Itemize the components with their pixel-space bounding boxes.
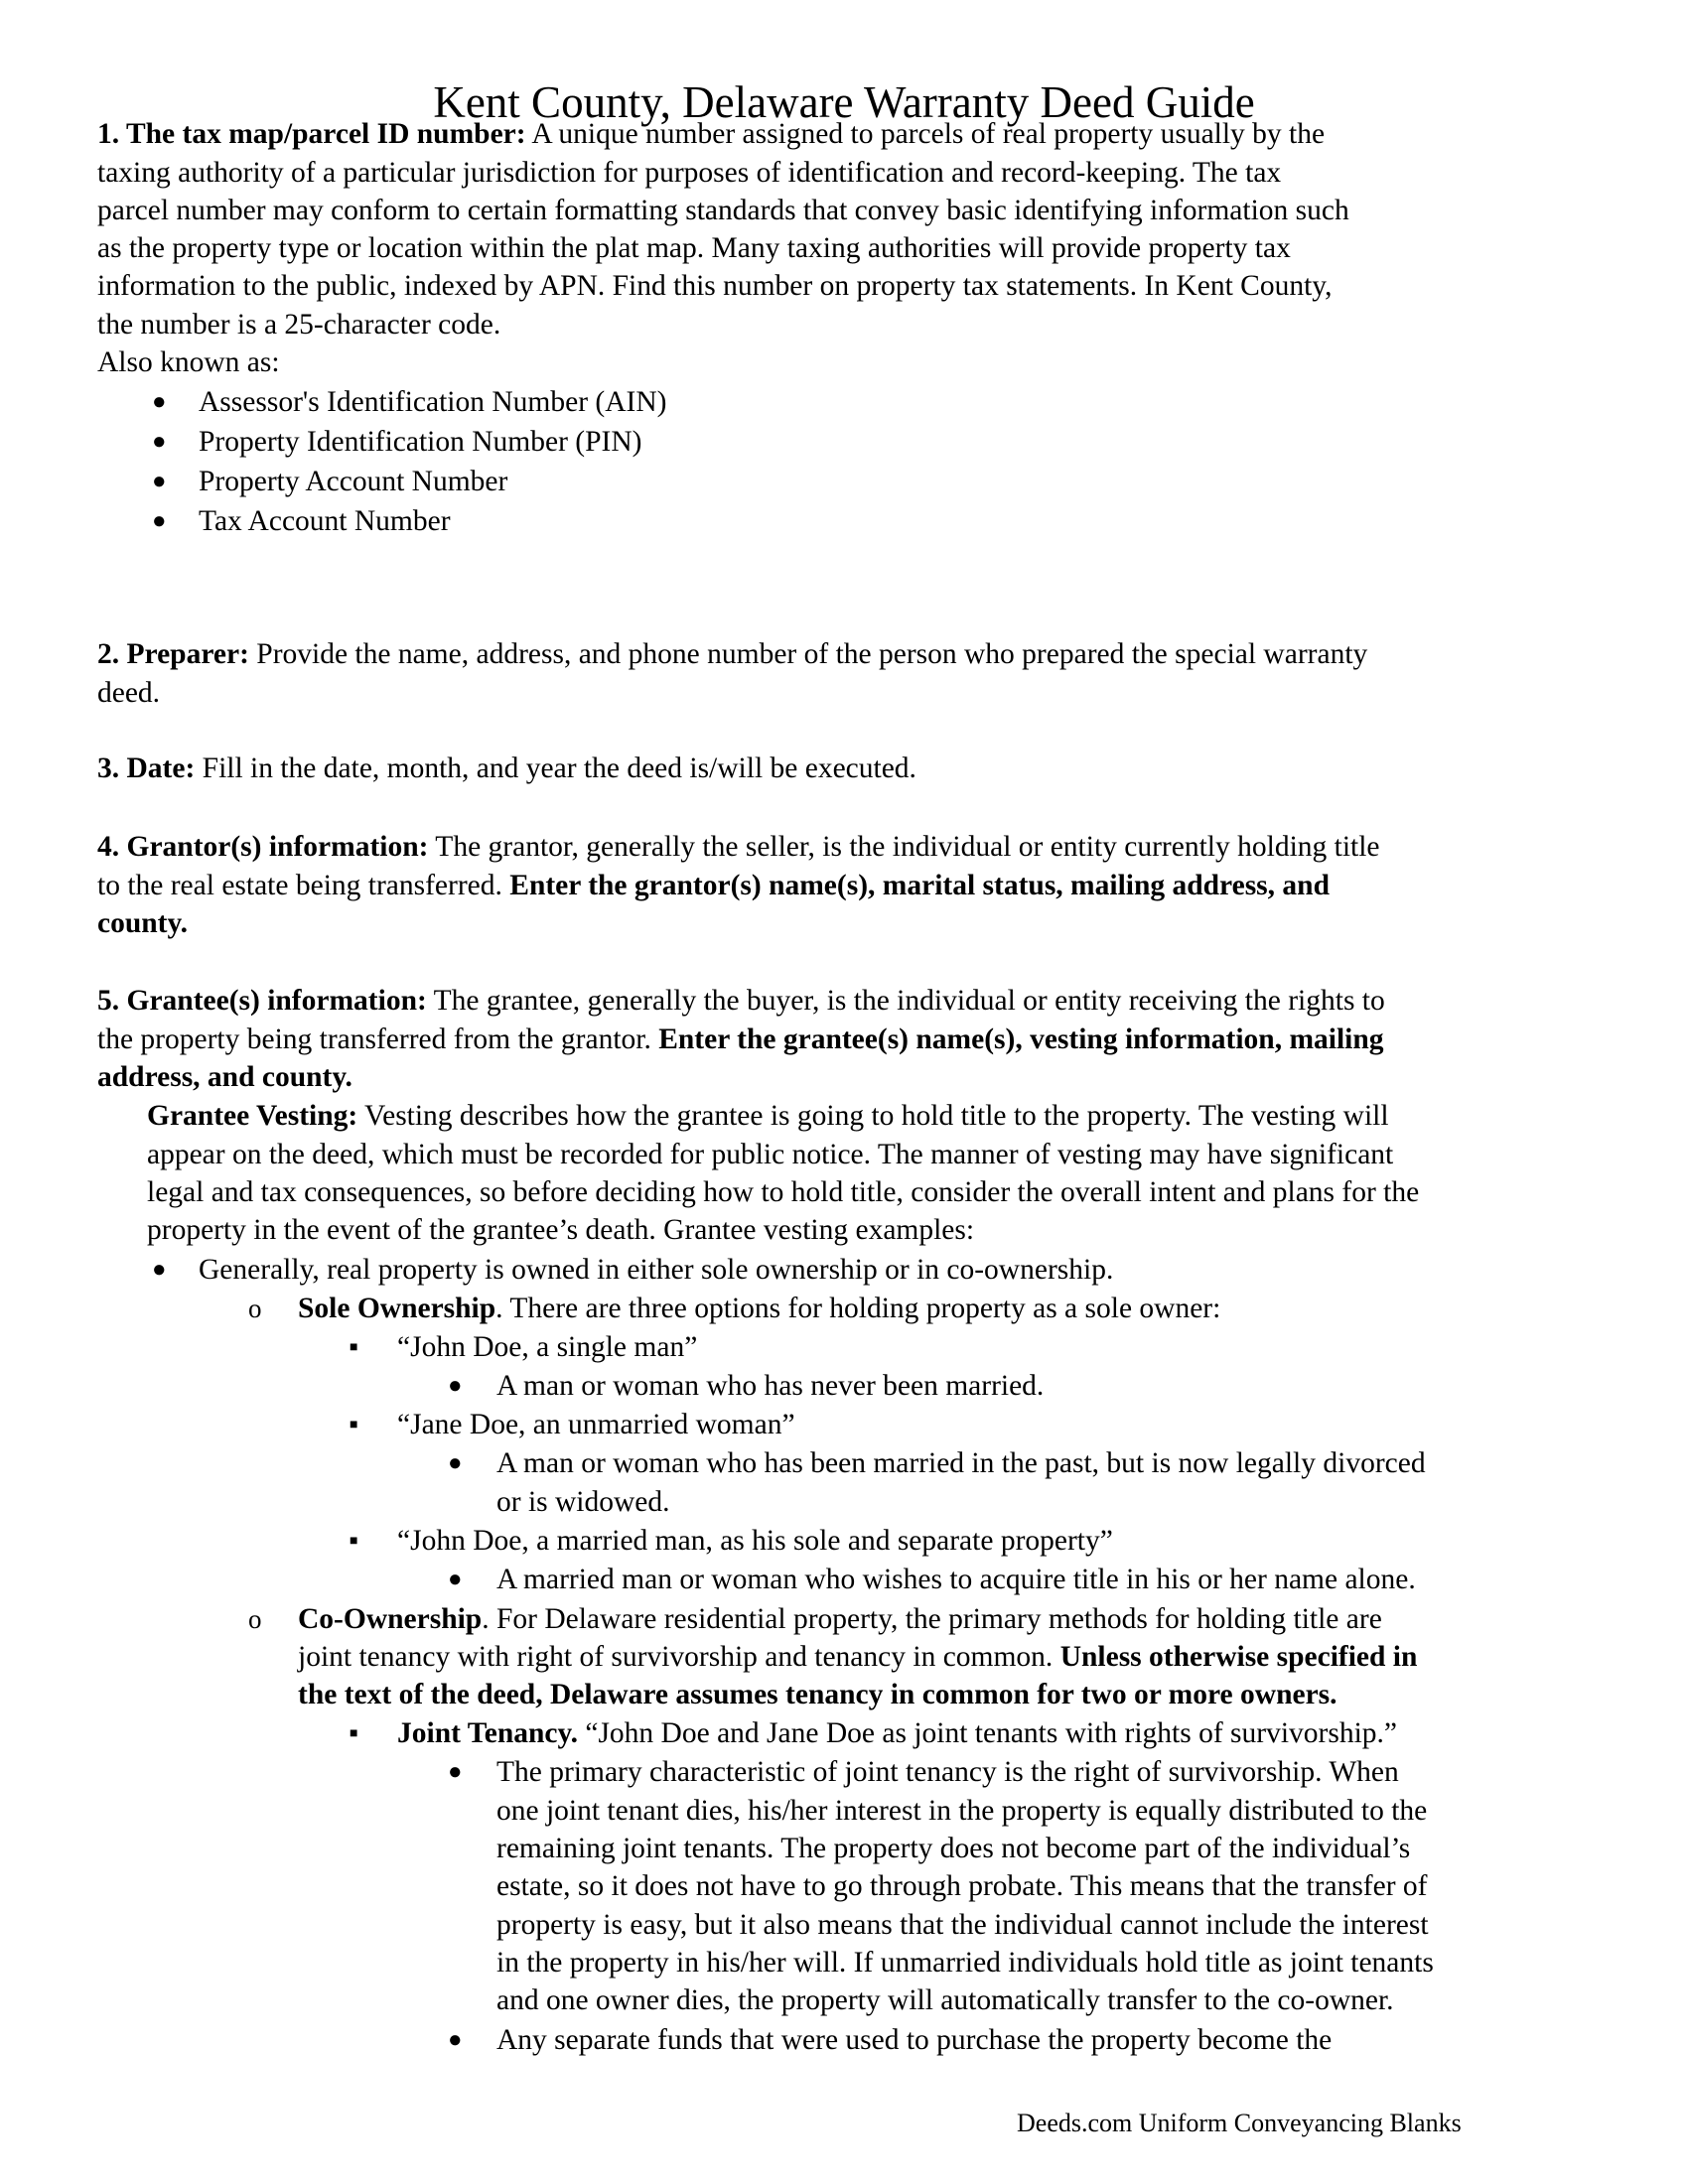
section-2-heading: 2. Preparer:: [97, 638, 249, 670]
bullet-icon: ●: [152, 1257, 167, 1283]
page-title: Kent County, Delaware Warranty Deed Guide: [433, 77, 1255, 127]
joint-tenancy-desc-7: and one owner dies, the property will automatically transfer to the co-owner.: [496, 1984, 1394, 2016]
joint-tenancy-funds: Any separate funds that were used to purchase the property become the: [496, 2024, 1333, 2056]
section-2-line-1: 2. Preparer: Provide the name, address, and phone number of the person who prepared the special warranty: [97, 638, 1368, 670]
section-1-line-6: the number is a 25-character code.: [97, 309, 501, 341]
co-ownership-heading: Co-Ownership: [298, 1603, 483, 1635]
also-known-as: Also known as:: [97, 346, 280, 378]
bullet-icon: ●: [152, 469, 167, 494]
list-item: “John Doe, a married man, as his sole and separate property”: [397, 1525, 1113, 1557]
page-footer: Deeds.com Uniform Conveyancing Blanks: [1017, 2109, 1462, 2137]
section-1-line-4: as the property type or location within the plat map. Many taxing authorities will provide property tax: [97, 232, 1291, 264]
section-4-heading: 4. Grantor(s) information:: [97, 831, 429, 863]
list-item: Generally, real property is owned in either sole ownership or in co-ownership.: [199, 1254, 1114, 1286]
section-5-heading: 5. Grantee(s) information:: [97, 985, 427, 1017]
bullet-icon: ●: [448, 2027, 463, 2053]
joint-tenancy-desc-4: estate, so it does not have to go through probate. This means that the transfer of: [496, 1870, 1428, 1902]
vesting-line-3: legal and tax consequences, so before deciding how to hold title, consider the overall intent and plans for the: [147, 1176, 1420, 1208]
list-item: Assessor's Identification Number (AIN): [199, 386, 667, 418]
co-ownership-line-1: Co-Ownership. For Delaware residential property, the primary methods for holding title are: [298, 1603, 1382, 1635]
bullet-icon: ●: [448, 1450, 463, 1476]
square-bullet-icon: ■: [350, 1340, 358, 1355]
section-5-line-2: the property being transferred from the grantor. Enter the grantee(s) name(s), vesting information, mailing: [97, 1024, 1384, 1055]
sole-ownership-heading: Sole Ownership: [298, 1293, 496, 1324]
list-item: A married man or woman who wishes to acquire title in his or her name alone.: [496, 1564, 1416, 1595]
section-2-line-2: deed.: [97, 677, 161, 709]
joint-tenancy-desc-6: in the property in his/her will. If unmarried individuals hold title as joint tenants: [496, 1947, 1434, 1979]
section-3-heading: 3. Date:: [97, 752, 196, 784]
list-item: “John Doe, a single man”: [397, 1331, 698, 1363]
list-item: Property Identification Number (PIN): [199, 426, 642, 458]
joint-tenancy-desc-3: remaining joint tenants. The property does not become part of the individual’s: [496, 1833, 1411, 1864]
bullet-icon: ●: [448, 1373, 463, 1399]
list-item: Tax Account Number: [199, 505, 451, 537]
joint-tenancy-line: Joint Tenancy. “John Doe and Jane Doe as joint tenants with rights of survivorship.”: [397, 1717, 1398, 1749]
section-1-line-3: parcel number may conform to certain formatting standards that convey basic identifying information such: [97, 195, 1349, 226]
list-item: A man or woman who has never been married.: [496, 1370, 1045, 1402]
list-item-continued: or is widowed.: [496, 1486, 670, 1518]
section-3-line-1: 3. Date: Fill in the date, month, and year the deed is/will be executed.: [97, 752, 916, 784]
section-1-line-5: information to the public, indexed by APN. Find this number on property tax statements. In Kent County,: [97, 270, 1333, 302]
sole-ownership-line: Sole Ownership. There are three options for holding property as a sole owner:: [298, 1293, 1221, 1324]
bullet-icon: ●: [152, 508, 167, 534]
bullet-icon: ●: [152, 389, 167, 415]
circle-bullet-icon: o: [248, 1604, 262, 1634]
bullet-icon: ●: [152, 429, 167, 455]
joint-tenancy-desc-5: property is easy, but it also means that the individual cannot include the interest: [496, 1909, 1429, 1941]
section-4-line-3: county.: [97, 907, 188, 939]
bullet-icon: ●: [448, 1567, 463, 1592]
list-item: Property Account Number: [199, 466, 508, 497]
vesting-line-4: property in the event of the grantee’s death. Grantee vesting examples:: [147, 1214, 975, 1246]
section-1-line-1: 1. The tax map/parcel ID number: A unique number assigned to parcels of real property usually by the: [97, 118, 1326, 150]
co-ownership-line-3: the text of the deed, Delaware assumes tenancy in common for two or more owners.: [298, 1679, 1337, 1710]
co-ownership-line-2: joint tenancy with right of survivorship and tenancy in common. Unless otherwise specified in: [298, 1641, 1418, 1673]
square-bullet-icon: ■: [350, 1726, 358, 1741]
joint-tenancy-desc-2: one joint tenant dies, his/her interest in the property is equally distributed to the: [496, 1795, 1428, 1827]
vesting-line-2: appear on the deed, which must be recorded for public notice. The manner of vesting may have significant: [147, 1139, 1394, 1170]
section-5-line-3: address, and county.: [97, 1061, 352, 1093]
square-bullet-icon: ■: [350, 1534, 358, 1549]
joint-tenancy-desc-1: The primary characteristic of joint tenancy is the right of survivorship. When: [496, 1756, 1399, 1788]
section-1-line-2: taxing authority of a particular jurisdiction for purposes of identification and record-keeping. The tax: [97, 157, 1282, 189]
list-item: A man or woman who has been married in the past, but is now legally divorced: [496, 1447, 1426, 1479]
section-1-heading: 1. The tax map/parcel ID number:: [97, 118, 526, 150]
section-5-line-1: 5. Grantee(s) information: The grantee, generally the buyer, is the individual or entity receiving the rights to: [97, 985, 1385, 1017]
section-4-line-1: 4. Grantor(s) information: The grantor, generally the seller, is the individual or entity currently holding title: [97, 831, 1380, 863]
section-4-line-2: to the real estate being transferred. Enter the grantor(s) name(s), marital status, mailing address, and: [97, 870, 1330, 901]
bullet-icon: ●: [448, 1759, 463, 1785]
joint-tenancy-heading: Joint Tenancy.: [397, 1717, 578, 1749]
vesting-heading: Grantee Vesting:: [147, 1100, 358, 1132]
circle-bullet-icon: o: [248, 1294, 262, 1323]
list-item: “Jane Doe, an unmarried woman”: [397, 1409, 795, 1440]
square-bullet-icon: ■: [350, 1418, 358, 1433]
vesting-line-1: Grantee Vesting: Vesting describes how the grantee is going to hold title to the property. The vesting will: [147, 1100, 1389, 1132]
